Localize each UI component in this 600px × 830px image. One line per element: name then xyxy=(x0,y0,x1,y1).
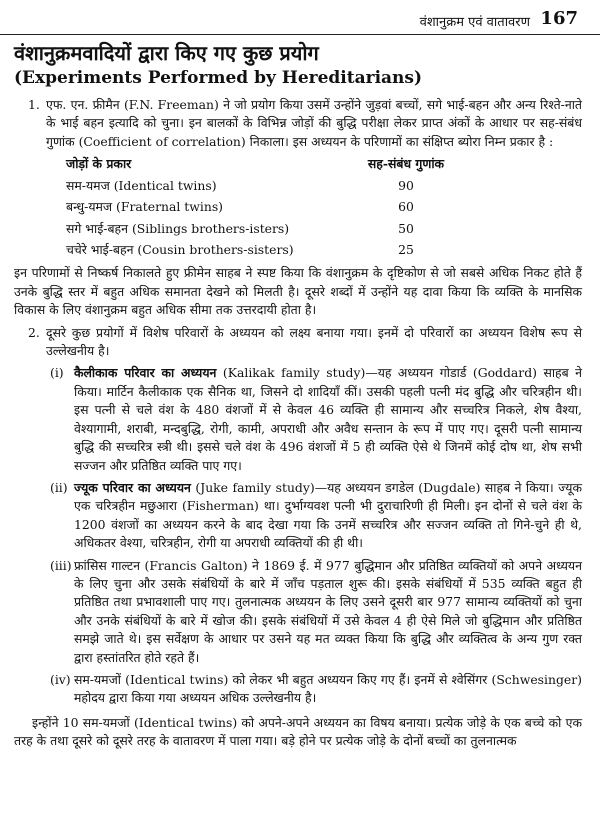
value-cell: 50 xyxy=(398,220,414,236)
item-number: 2. xyxy=(28,324,40,340)
sub-item-text xyxy=(74,557,582,667)
page-number: 167 xyxy=(540,8,578,29)
sub-item-number: (i) xyxy=(50,365,64,381)
sub-item-heading: कैलीकाक परिवार का अध्ययन xyxy=(74,365,217,381)
sub-item-body: (Juke family study)—यह अध्ययन डगडेल (Dugdale) साहब ने किया। ज्यूक एक चरित्रहीन मछुआरा (Fisherman) था। दुर्भाग्यवश पत्नी भी दुराचारिणी ही मिली। इन दोनों से चले वंश के 1200 वंशजों का अध्ययन करने के बाद देखा गया कि उनमें सच्चरित्र और सज्जन व्यक्ति तो गिने-चुने ही थे, अधिकतर वेश्या, चरित्रहीन, रोगी या अपराधी व्यक्तियों की ही थी। xyxy=(74,479,583,551)
page-content xyxy=(14,38,582,751)
pair-cell: सम-यमज (Identical twins) xyxy=(66,178,217,194)
pair-cell: सगे भाई-बहन (Siblings brothers-isters) xyxy=(66,220,290,236)
list-item-1 xyxy=(14,96,582,260)
sub-item-i xyxy=(14,364,582,474)
table-row xyxy=(66,197,476,218)
sub-item-text xyxy=(74,364,582,474)
final-paragraph: इन्होंने 10 सम-यमजों (Identical twins) को अपने-अपने अध्ययन का विषय बनाया। प्रत्येक जोड़े के एक बच्चे को एक तरह के तथा दूसरे को दूसरे तरह के वातावरण में पाला गया। बड़े होने पर प्रत्येक जोड़े के दोनों बच्चों का तुलनात्मक xyxy=(14,714,582,749)
table-row xyxy=(66,239,476,260)
sub-item-number: (iv) xyxy=(50,671,71,687)
section-title-english: (Experiments Performed by Hereditarians) xyxy=(14,68,423,88)
correlation-table xyxy=(66,155,476,260)
sub-item-iv xyxy=(14,671,582,708)
list-item-2 xyxy=(14,324,582,361)
sub-item-iii xyxy=(14,557,582,667)
conclusion-paragraph: इन परिणामों से निष्कर्ष निकालते हुए फ्रीमेन साहब ने स्पष्ट किया कि वंशानुक्रम के दृष्टिकोण से जो सबसे अधिक निकट होते हैं उनके बुद्धि स्तर में बहुत अधिक समानता देखने को मिलती है। दूसरे शब्दों में उन्होंने यह दावा किया कि व्यक्ति के मानसिक विकास के लिए वंशानुक्रम बहुत अधिक सीमा तक उत्तरदायी होता है। xyxy=(14,265,583,318)
table-header-row xyxy=(66,155,476,175)
sub-item-ii xyxy=(14,479,582,553)
sub-item-number: (iii) xyxy=(50,557,72,573)
value-cell: 25 xyxy=(398,241,414,257)
section-title-hindi: वंशानुक्रमवादियों द्वारा किए गए कुछ प्रयोग xyxy=(14,41,319,65)
column-header-coefficient: सह-संबंध गुणांक xyxy=(367,156,445,172)
sub-item-heading: ज्यूक परिवार का अध्ययन xyxy=(74,479,191,495)
pair-cell: बन्धु-यमज (Fraternal twins) xyxy=(66,199,224,215)
sub-item-body: सम-यमजों (Identical twins) को लेकर भी बहुत अध्ययन किए गए हैं। इनमें से श्वेसिंगर (Schwesinger) महोदय द्वारा किया गया अध्ययन अधिक उल्लेखनीय है। xyxy=(74,671,582,706)
table-row xyxy=(66,218,476,239)
page-header xyxy=(0,4,600,35)
sub-item-body: (Kalikak family study)—यह अध्ययन गोडार्ड (Goddard) साहब ने किया। मार्टिन कैलीकाक एक सैनिक था, जिसने दो शादियाँ कीं। उसकी पहली पत्नी मंद बुद्धि और चरित्रहीन थी। इस पत्नी से चले वंश के 480 वंशजों में से केवल 46 व्यक्ति ही सामान्य और सच्चरित्र निकले, शेष वैश्या, वेश्यागामी, शराबी, मन्दबुद्धि, रोगी, कामी, अपराधी और अवैध सन्तान के रूप में पाए गए। दूसरी पत्नी सामान्य बुद्धि की सच्चरित्र स्त्री थी। इससे चले वंश के 496 वंशजों में 5 ही व्यक्ति ऐसे थे जिनमें कोई दोष था, शेष सभी सज्जन और प्रतिष्ठित व्यक्ति पाए गए। xyxy=(74,365,583,473)
sub-item-number: (ii) xyxy=(50,479,68,495)
value-cell: 90 xyxy=(398,178,414,194)
pair-cell: चचेरे भाई-बहन (Cousin brothers-sisters) xyxy=(66,241,294,257)
sub-item-text xyxy=(74,479,582,553)
column-header-pair-type: जोड़ों के प्रकार xyxy=(66,156,132,172)
running-title: वंशानुक्रम एवं वातावरण xyxy=(419,15,530,30)
sub-item-text xyxy=(74,671,582,708)
table-row xyxy=(66,176,476,197)
item-number: 1. xyxy=(28,97,40,112)
item-1-text: एफ. एन. फ्रीमैन (F.N. Freeman) ने जो प्रयोग किया उसमें उन्होंने जुड़वां बच्चों, सगे भाई-बहन और अन्य रिश्ते-नाते के भाई बहन इत्यादि को चुना। इन बालकों के विभिन्न जोड़ों की बुद्धि परीक्षा लेकर प्राप्त अंकों के आधार पर सह-संबंध गुणांक (Coefficient of correlation) निकाला। इस अध्ययन के परिणामों का संक्षिप्त ब्योरा निम्न प्रकार है : xyxy=(46,97,582,149)
value-cell: 60 xyxy=(398,199,414,215)
item-2-text: दूसरे कुछ प्रयोगों में विशेष परिवारों के अध्ययन को लक्ष्य बनाया गया। इनमें दो परिवारों का अध्ययन विशेष रूप से उल्लेखनीय है। xyxy=(46,324,582,359)
sub-item-body: फ्रांसिस गाल्टन (Francis Galton) ने 1869 ई. में 977 बुद्धिमान और प्रतिष्ठित व्यक्तियों को अपने अध्ययन के लिए चुना और उसके संबंधियों के बारे में जाँच पड़ताल शुरू की। इसके संबंधियों में 535 व्यक्ति बहुत ही प्रतिष्ठित तथा प्रभावशाली पाए गए। तुलनात्मक अध्ययन के लिए उसने दूसरी बार 977 सामान्य व्यक्तियों को चुना और उनके संबंधियों के बारे में खोज की। इसके संबंधियों में उसे केवल 4 ही ऐसे मिले जो बुद्धिमान और प्रतिष्ठित समझे जाते थे। इस सर्वेक्षण के आधार पर उसने यह मत व्यक्त किया कि बुद्धि और व्यक्तित्व के अन्य गुण रक्त द्वारा हस्तांतरित होते रहते हैं। xyxy=(74,557,582,665)
